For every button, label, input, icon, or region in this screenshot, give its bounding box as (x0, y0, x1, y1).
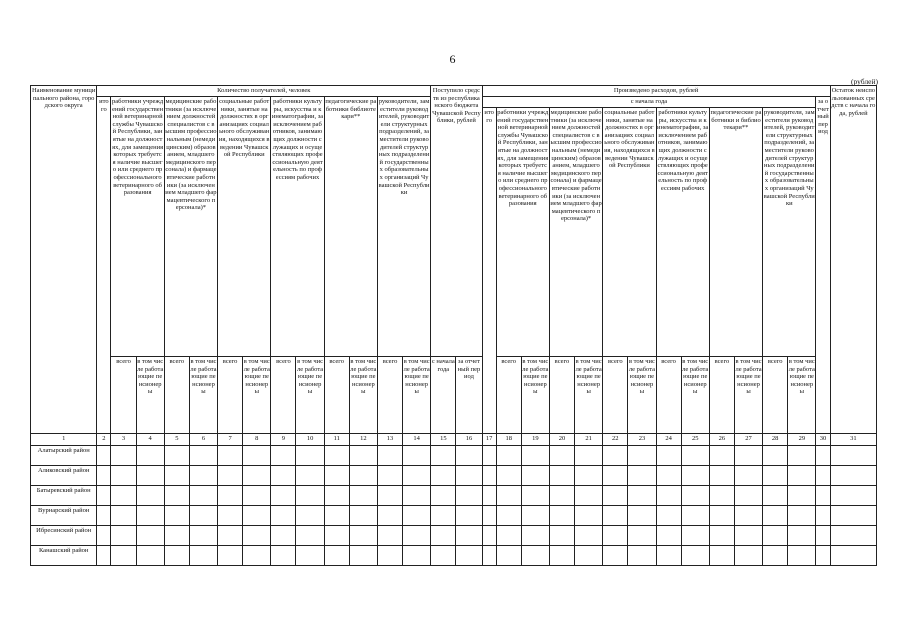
data-cell (628, 446, 656, 466)
subheader-working-pensioners: в том числе работающие пенсионеры (788, 357, 816, 434)
data-cell (681, 446, 709, 466)
data-cell (189, 486, 217, 506)
unit-note: (рублей) (850, 77, 878, 86)
column-number: 3 (111, 434, 136, 446)
data-cell (349, 546, 377, 566)
header-recipients-group: Количество получателей, человек (97, 86, 431, 97)
district-name: Алатырский район (31, 446, 97, 466)
data-cell (111, 526, 136, 546)
column-number: 19 (521, 434, 549, 446)
data-cell (431, 546, 456, 566)
header-heads-expenses: руководители, заместители руководителей, руководители структурных подразделений, заместители руководителей структурных подразделений государственных образовательных организаций Чувашской Республики (763, 108, 816, 357)
data-cell (431, 506, 456, 526)
subheader-working-pensioners: в том числе работающие пенсионеры (243, 357, 271, 434)
data-cell (603, 486, 628, 506)
data-cell (403, 506, 431, 526)
header-balance: Остаток неиспользованных средств с начала года, рублей (830, 86, 876, 434)
data-cell (164, 446, 189, 466)
column-number: 13 (377, 434, 402, 446)
data-cell (243, 486, 271, 506)
data-cell (456, 486, 482, 506)
column-number: 16 (456, 434, 482, 446)
column-number: 1 (31, 434, 97, 446)
header-total-recipients: итого (97, 97, 111, 434)
subheader-working-pensioners: в том числе работающие пенсионеры (136, 357, 164, 434)
data-cell (111, 486, 136, 506)
data-cell (456, 546, 482, 566)
column-number: 21 (575, 434, 603, 446)
column-number: 12 (349, 434, 377, 446)
column-number: 26 (709, 434, 734, 446)
column-number: 7 (218, 434, 243, 446)
column-number: 11 (324, 434, 349, 446)
column-number-row (31, 434, 877, 446)
column-number: 20 (549, 434, 574, 446)
data-cell (377, 506, 402, 526)
data-cell (656, 506, 681, 526)
header-since-year-start: с начала года (482, 97, 816, 108)
data-cell (575, 466, 603, 486)
data-cell (681, 526, 709, 546)
data-cell (97, 466, 111, 486)
column-number: 30 (816, 434, 830, 446)
data-cell (816, 546, 830, 566)
data-cell (549, 466, 574, 486)
data-cell (189, 446, 217, 466)
subheader-working-pensioners: в том числе работающие пенсионеры (521, 357, 549, 434)
subheader-all: всего (549, 357, 574, 434)
data-cell (218, 506, 243, 526)
data-cell (628, 546, 656, 566)
header-social-expenses: социальные работники, занятые на должностях в организациях социального обслуживания, находящихся в ведении Чувашской Республики (603, 108, 656, 357)
data-cell (431, 466, 456, 486)
data-cell (603, 466, 628, 486)
report-table (30, 85, 877, 566)
data-cell (403, 466, 431, 486)
data-cell (763, 446, 788, 466)
data-cell (763, 546, 788, 566)
data-cell (377, 486, 402, 506)
data-cell (349, 466, 377, 486)
data-cell (164, 506, 189, 526)
data-cell (218, 446, 243, 466)
data-cell (763, 506, 788, 526)
data-cell (111, 446, 136, 466)
data-cell (709, 526, 734, 546)
data-cell (681, 506, 709, 526)
data-cell (496, 446, 521, 466)
subheader-working-pensioners: в том числе работающие пенсионеры (734, 357, 762, 434)
data-cell (324, 486, 349, 506)
data-cell (349, 526, 377, 546)
district-name: Вурнарский район (31, 506, 97, 526)
data-cell (403, 486, 431, 506)
data-cell (296, 506, 324, 526)
data-cell (349, 486, 377, 506)
table-row (31, 526, 877, 546)
data-cell (136, 486, 164, 506)
column-number: 18 (496, 434, 521, 446)
header-culture-recipients: работники культуры, искусства и кинематографии, за исключением работников, занимающих должности служащих и осуществляющих профессиональную деятельность по профессиям рабочих (271, 97, 324, 357)
data-cell (788, 506, 816, 526)
data-cell (830, 546, 876, 566)
subheader-all: всего (496, 357, 521, 434)
subheader-all: всего (324, 357, 349, 434)
data-cell (243, 446, 271, 466)
data-cell (549, 526, 574, 546)
data-cell (521, 466, 549, 486)
header-total-expenses: итого (482, 108, 496, 434)
header-social-recipients: социальные работники, занятые на должностях в организациях социального обслуживания, находящихся в ведении Чувашской Республики (218, 97, 271, 357)
data-cell (243, 546, 271, 566)
subheader-all: всего (164, 357, 189, 434)
subheader-all: всего (377, 357, 402, 434)
header-for-period: за отчетный период (816, 97, 830, 434)
column-number: 5 (164, 434, 189, 446)
column-number: 27 (734, 434, 762, 446)
data-cell (575, 446, 603, 466)
header-med-recipients: медицинские работники (за исключением должностей специалистов с высшим профессиональным (немедицинским) образованием, младшего медицинского персонала) и фармацевтические работники (за исключением младшего фармацевтического персонала)* (164, 97, 217, 357)
data-cell (656, 546, 681, 566)
data-cell (218, 486, 243, 506)
subheader-all: всего (709, 357, 734, 434)
subheader-all: всего (656, 357, 681, 434)
data-cell (830, 486, 876, 506)
column-number: 31 (830, 434, 876, 446)
data-cell (189, 506, 217, 526)
column-number: 29 (788, 434, 816, 446)
data-cell (575, 526, 603, 546)
data-cell (136, 526, 164, 546)
data-cell (575, 506, 603, 526)
data-cell (136, 546, 164, 566)
table-row (31, 446, 877, 466)
data-cell (482, 526, 496, 546)
column-number: 4 (136, 434, 164, 446)
subheader-working-pensioners: в том числе работающие пенсионеры (189, 357, 217, 434)
data-cell (482, 466, 496, 486)
data-cell (296, 466, 324, 486)
data-cell (271, 506, 296, 526)
data-cell (164, 546, 189, 566)
data-cell (243, 506, 271, 526)
data-cell (496, 546, 521, 566)
data-cell (218, 466, 243, 486)
column-number: 8 (243, 434, 271, 446)
data-cell (496, 466, 521, 486)
data-cell (164, 486, 189, 506)
data-cell (243, 526, 271, 546)
subheader-all: всего (271, 357, 296, 434)
header-culture-expenses: работники культуры, искусства и кинематографии, за исключением работников, занимающих должности служащих и осуществляющих профессиональную деятельность по профессиям рабочих (656, 108, 709, 357)
subheader-working-pensioners: в том числе работающие пенсионеры (403, 357, 431, 434)
data-cell (189, 466, 217, 486)
subheader-year-start: с начала года (431, 357, 456, 434)
data-cell (97, 506, 111, 526)
data-cell (549, 446, 574, 466)
data-cell (603, 546, 628, 566)
subheader-all: всего (763, 357, 788, 434)
table-row (31, 486, 877, 506)
data-cell (628, 506, 656, 526)
data-cell (603, 526, 628, 546)
data-cell (763, 466, 788, 486)
data-cell (830, 466, 876, 486)
data-cell (349, 446, 377, 466)
header-ped-recipients: педагогические работники библиотекари** (324, 97, 377, 357)
data-cell (111, 546, 136, 566)
data-cell (97, 526, 111, 546)
data-cell (575, 486, 603, 506)
district-name: Канашский район (31, 546, 97, 566)
data-cell (734, 526, 762, 546)
data-cell (164, 526, 189, 546)
data-cell (349, 506, 377, 526)
data-cell (456, 506, 482, 526)
data-cell (816, 486, 830, 506)
data-cell (816, 466, 830, 486)
data-cell (734, 506, 762, 526)
data-cell (656, 466, 681, 486)
data-cell (324, 546, 349, 566)
data-cell (603, 446, 628, 466)
column-number: 9 (271, 434, 296, 446)
data-cell (243, 466, 271, 486)
subheader-working-pensioners: в том числе работающие пенсионеры (681, 357, 709, 434)
district-name: Батыревский район (31, 486, 97, 506)
data-cell (709, 486, 734, 506)
data-cell (734, 546, 762, 566)
data-cell (681, 486, 709, 506)
data-cell (324, 466, 349, 486)
data-cell (681, 466, 709, 486)
data-cell (324, 446, 349, 466)
data-cell (271, 486, 296, 506)
data-cell (271, 446, 296, 466)
header-expenses-group: Произведено расходов, рублей (482, 86, 830, 97)
data-cell (189, 526, 217, 546)
data-cell (377, 446, 402, 466)
data-cell (377, 466, 402, 486)
data-cell (111, 506, 136, 526)
data-cell (521, 446, 549, 466)
data-cell (456, 526, 482, 546)
column-number: 10 (296, 434, 324, 446)
data-cell (549, 546, 574, 566)
data-cell (734, 486, 762, 506)
header-med-expenses: медицинские работники (за исключением должностей специалистов с высшим профессиональным (немедицинским) образованием, младшего медицинского персонала) и фармацевтические работники (за исключением младшего фармацевтического персонала)* (549, 108, 602, 357)
data-cell (296, 486, 324, 506)
data-cell (431, 526, 456, 546)
data-cell (788, 446, 816, 466)
data-cell (97, 486, 111, 506)
data-cell (816, 506, 830, 526)
header-ped-expenses: педагогические работники и библиотекари** (709, 108, 762, 357)
data-cell (482, 486, 496, 506)
data-cell (431, 446, 456, 466)
data-cell (521, 486, 549, 506)
data-cell (734, 446, 762, 466)
data-cell (271, 526, 296, 546)
data-cell (324, 506, 349, 526)
data-cell (628, 486, 656, 506)
data-cell (830, 526, 876, 546)
column-number: 17 (482, 434, 496, 446)
data-cell (816, 446, 830, 466)
header-received: Поступило средств из республиканского бюджета Чувашской Республики, рублей (431, 86, 482, 357)
data-cell (816, 526, 830, 546)
data-cell (628, 466, 656, 486)
data-cell (271, 546, 296, 566)
data-cell (218, 526, 243, 546)
data-cell (549, 486, 574, 506)
data-cell (403, 446, 431, 466)
data-cell (482, 506, 496, 526)
data-cell (656, 446, 681, 466)
data-cell (575, 546, 603, 566)
data-cell (496, 486, 521, 506)
table-row (31, 546, 877, 566)
table-row (31, 466, 877, 486)
data-cell (482, 546, 496, 566)
data-cell (111, 466, 136, 486)
data-cell (763, 526, 788, 546)
subheader-all: всего (111, 357, 136, 434)
subheader-working-pensioners: в том числе работающие пенсионеры (349, 357, 377, 434)
data-cell (549, 506, 574, 526)
data-cell (709, 506, 734, 526)
data-cell (97, 446, 111, 466)
column-number: 6 (189, 434, 217, 446)
header-vet-recipients: работники учреждений государственной ветеринарной службы Чувашской Республики, занятые на должностях, для замещения которых требуется наличие высшего или среднего профессионального ветеринарного образования (111, 97, 164, 357)
data-cell (456, 446, 482, 466)
data-cell (709, 466, 734, 486)
data-cell (164, 466, 189, 486)
data-cell (788, 486, 816, 506)
header-municipality: Наименование муниципального района, городского округа (31, 86, 97, 434)
data-cell (377, 546, 402, 566)
data-cell (377, 526, 402, 546)
data-cell (830, 446, 876, 466)
data-cell (521, 546, 549, 566)
data-cell (136, 506, 164, 526)
data-cell (521, 506, 549, 526)
data-cell (296, 546, 324, 566)
data-cell (189, 546, 217, 566)
data-cell (218, 546, 243, 566)
data-cell (656, 486, 681, 506)
column-number: 25 (681, 434, 709, 446)
data-cell (830, 506, 876, 526)
subheader-all: всего (603, 357, 628, 434)
data-cell (97, 546, 111, 566)
data-cell (709, 546, 734, 566)
data-cell (603, 506, 628, 526)
subheader-working-pensioners: в том числе работающие пенсионеры (296, 357, 324, 434)
data-cell (681, 546, 709, 566)
subheader-all: всего (218, 357, 243, 434)
column-number: 22 (603, 434, 628, 446)
column-number: 24 (656, 434, 681, 446)
subheader-working-pensioners: в том числе работающие пенсионеры (575, 357, 603, 434)
column-number: 14 (403, 434, 431, 446)
header-vet-expenses: работники учреждений государственной ветеринарной службы Чувашской Республики, занятые на должностях, для замещения которых требуется наличие высшего или среднего профессионального ветеринарного образования (496, 108, 549, 357)
column-number: 15 (431, 434, 456, 446)
data-cell (628, 526, 656, 546)
subheader-working-pensioners: в том числе работающие пенсионеры (628, 357, 656, 434)
data-cell (788, 526, 816, 546)
district-rows (31, 446, 877, 566)
data-cell (136, 466, 164, 486)
data-cell (324, 526, 349, 546)
data-cell (403, 546, 431, 566)
data-cell (431, 486, 456, 506)
data-cell (788, 466, 816, 486)
column-number: 23 (628, 434, 656, 446)
column-number: 2 (97, 434, 111, 446)
table-row (31, 506, 877, 526)
data-cell (136, 446, 164, 466)
data-cell (482, 446, 496, 466)
column-number: 28 (763, 434, 788, 446)
subheader-reporting-period: за отчетный период (456, 357, 482, 434)
header-heads-recipients: руководители, заместители руководителей, руководители структурных подразделений, заместители руководителей структурных подразделений государственных образовательных организаций Чувашской Республики (377, 97, 430, 357)
data-cell (763, 486, 788, 506)
data-cell (456, 466, 482, 486)
district-name: Аликовский район (31, 466, 97, 486)
data-cell (734, 466, 762, 486)
data-cell (403, 526, 431, 546)
data-cell (788, 546, 816, 566)
data-cell (296, 526, 324, 546)
data-cell (496, 526, 521, 546)
page-number: 6 (449, 52, 456, 66)
data-cell (521, 526, 549, 546)
data-cell (271, 466, 296, 486)
data-cell (296, 446, 324, 466)
district-name: Ибресинский район (31, 526, 97, 546)
data-cell (496, 506, 521, 526)
data-cell (656, 526, 681, 546)
data-cell (709, 446, 734, 466)
